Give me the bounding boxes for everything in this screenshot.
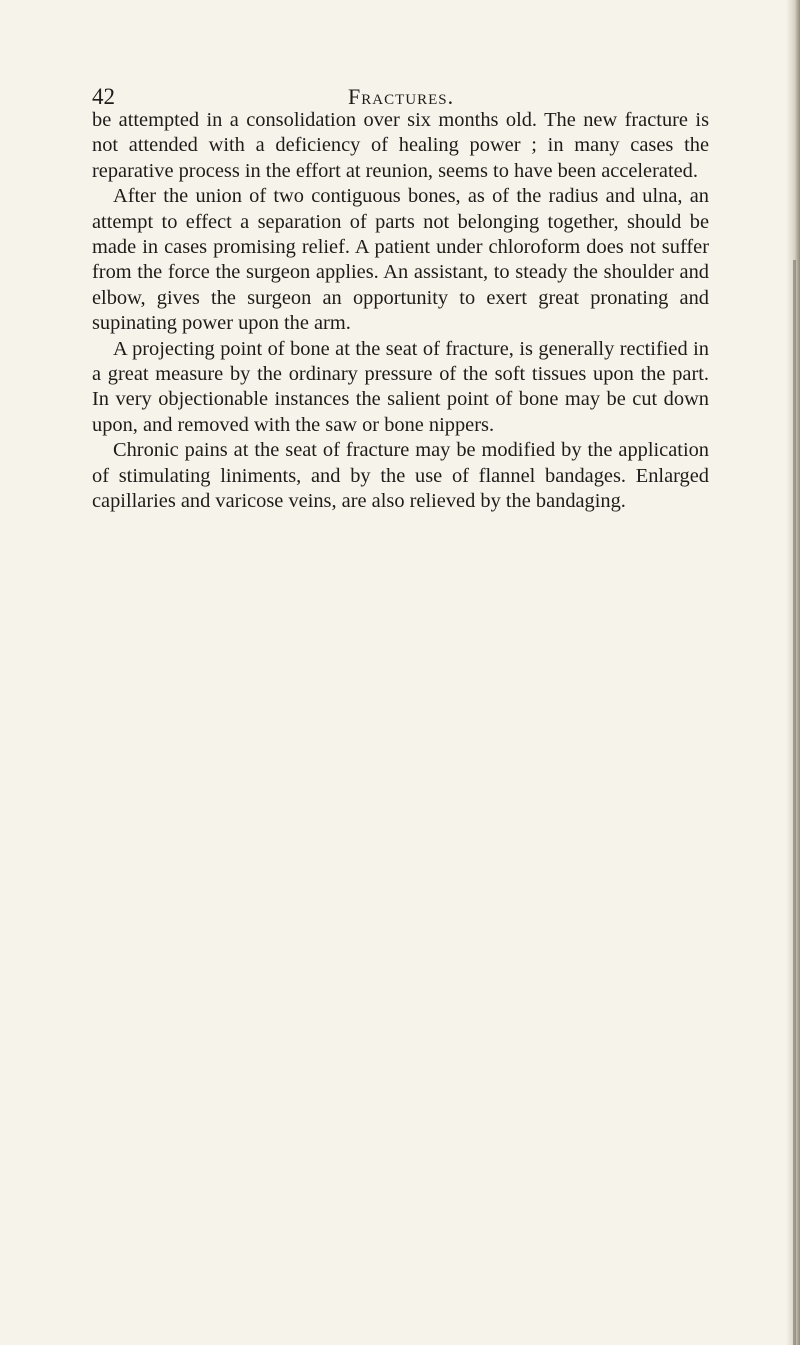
paragraph-2: After the union of two contiguous bones, as of the radius and ulna, an attempt to effect a separation of parts not belonging together, should be made in cases promising relief. A patient under chloroform does not suffer from the force the surgeon applies. An assistant, to steady the shoulder and elbow, gives the surgeon an opportunity to exert great pronating and supinating power upon the arm. (92, 185, 709, 335)
running-title: Fractures. (348, 84, 455, 109)
page-edge-line (793, 260, 796, 1345)
running-head (92, 84, 712, 110)
page-number: 42 (92, 84, 115, 109)
paragraph-3: A projecting point of bone at the seat of fracture, is generally rectified in a great measure by the ordinary pressure of the soft tissues upon the part. In very objectionable instances the salient point of bone may be cut down upon, and removed with the saw or bone nippers. (92, 337, 709, 436)
body-text (92, 108, 709, 515)
paragraph-1: be attempted in a consolidation over six months old. The new fracture is not attended with a deficiency of healing power ; in many cases the reparative process in the effort at reunion, seems to have been accelerated. (92, 109, 709, 182)
paragraph-4: Chronic pains at the seat of fracture may be modified by the application of stimulating liniments, and by the use of flannel bandages. Enlarged capillaries and varicose veins, are also relieved by the bandaging. (92, 439, 709, 513)
